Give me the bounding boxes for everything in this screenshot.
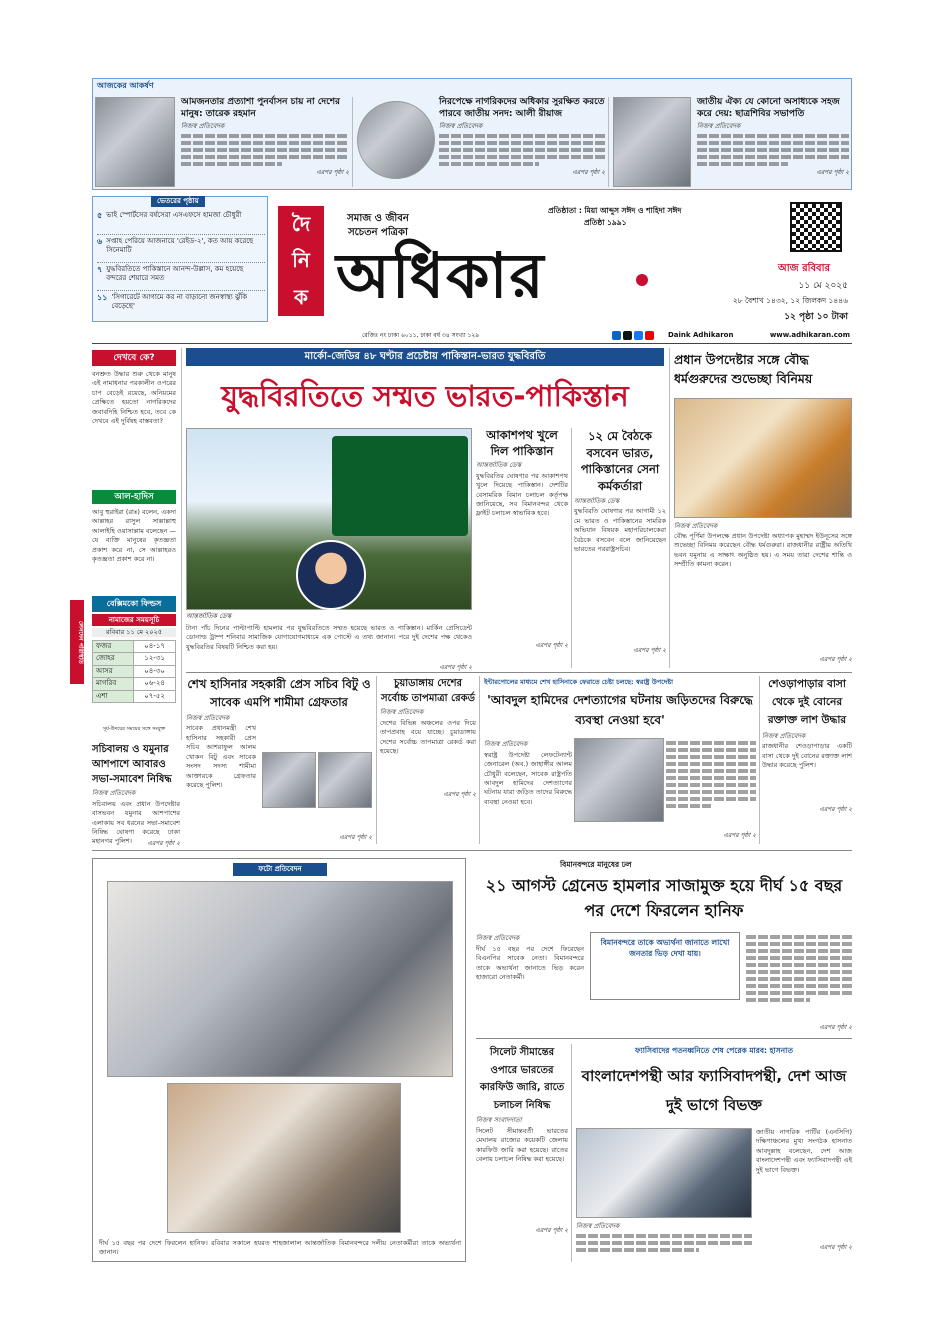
namaz-name: আসর [93, 665, 134, 677]
sylhet-cont[interactable]: এরপর পৃষ্ঠা ২ [535, 1226, 568, 1234]
inside-item-3[interactable] [97, 265, 265, 291]
namaz-row [93, 690, 176, 702]
inside-item-1-num: ৫ [97, 211, 103, 220]
lead-kicker: মার্কো-জেডির ৪৮ ঘণ্টার প্রচেষ্টায় পাকিস্তান-ভারত যুদ্ধবিরতি [186, 348, 664, 366]
inside-item-4[interactable] [97, 293, 265, 319]
adviser-headline[interactable]: প্রধান উপদেষ্টার সঙ্গে বৌদ্ধ ধর্মগুরুদের শুভেচ্ছা বিনিময় [674, 352, 813, 387]
inside-pages-box [92, 196, 268, 322]
masthead-vertical-box [278, 206, 324, 316]
shibir-president-photo [613, 97, 691, 187]
adviser-body: বৌদ্ধ পূর্ণিমা উপলক্ষে প্রধান উপদেষ্টা অধ্যাপক মুহাম্মদ ইউনূসের সঙ্গে শুভেচ্ছা বিনিময় করেছেন বৌদ্ধ ধর্মগুরুরা। রাজধানীর রাষ্ট্রীয় অতিথি ভবন যমুনায় এ সাক্ষাৎ অনুষ্ঠিত হয়। এ সময় তারা দেশের শান্তি ও সম্প্রীতি কামনা করেন। [674, 532, 852, 569]
sheikh-cont[interactable]: এরপর পৃষ্ঠা ২ [339, 834, 372, 841]
hamid-title[interactable]: 'আবদুল হামিদের দেশত্যাগের ঘটনায় জড়িতদের বিরুদ্ধে ব্যবস্থা নেওয়া হবে' [487, 693, 753, 728]
top-item-2-cont[interactable]: এরপর পৃষ্ঠা ২ [572, 169, 605, 177]
market-label: বেক্সিমকো ফিল্ডস [92, 596, 176, 612]
inside-item-2-num: ৬ [97, 237, 103, 246]
namaz-name: মাগরিব [93, 678, 134, 690]
hasnat-photo [576, 1128, 752, 1218]
sheora-body: রাজধানীর শেওড়াপাড়ার একটি বাসা থেকে দুই বোনের রক্তাক্ত লাশ উদ্ধার করেছে পুলিশ। [762, 742, 852, 770]
masthead-logo[interactable]: অধিকার [336, 239, 546, 312]
hasnat-kicker: ফ্যাসিবাদের পতনধ্বনিতে শেষ পেরেক মারব: হাসনাত [635, 1046, 793, 1055]
sheikh-photo-bitu [262, 752, 316, 808]
top-item-2-byline: নিজস্ব প্রতিবেদক [439, 122, 483, 131]
side-tab: লেনদেন পরিস্থিতি [70, 600, 84, 684]
inside-item-1[interactable] [97, 211, 265, 235]
lead-side2-byline: আন্তর্জাতিক ডেস্ক [574, 496, 620, 505]
sheora-title: শেওড়াপাড়ার বাসা থেকে দুই বোনের রক্তাক্ত লাশ উদ্ধার [767, 678, 847, 726]
chuadanga-title: চুয়াডাঙ্গায় দেশের সর্বোচ্চ তাপমাত্রা রেকর্ড [381, 678, 475, 704]
masthead-tagline [328, 212, 428, 239]
namaz-date: রবিবার ১১ মে ২০২৫ [92, 628, 176, 637]
hanif-kicker: বিমানবন্দরে মানুষের ঢল [560, 860, 632, 869]
dekhbe-label: দেখবে কে? [92, 350, 176, 366]
lead-side2-body: যুদ্ধবিরতি ঘোষণার পর আগামী ১২ মে ভারত ও পাকিস্তানের সামরিক অভিযান বিষয়ক মহাপরিচালকেরা বৈঠকে বসবেন বলে জানিয়েছেন ভারতের পররাষ্ট্রসচিব। [574, 507, 666, 554]
sachibalay-body: সচিবালয় এবং প্রধান উপদেষ্টার বাসভবন যমুনার আশপাশের এলাকায় সব ধরনের সভা-সমাবেশ নিষিদ্ধ ঘোষণা করেছে ঢাকা মহানগর পুলিশ। [92, 799, 180, 846]
hamid-text-lines [666, 741, 756, 808]
namaz-row [93, 678, 176, 690]
chuadanga-byline: নিজস্ব প্রতিবেদক [380, 708, 424, 716]
hamid-story[interactable] [484, 738, 572, 842]
sheora-cont[interactable]: এরপর পৃষ্ঠা ২ [819, 806, 852, 814]
top-strip [92, 78, 852, 190]
namaz-time: ০৭-৫২ [134, 690, 176, 702]
hamid-cont[interactable]: এরপর পৃষ্ঠা ২ [723, 832, 756, 839]
inside-pages-label: ভেতরের পৃষ্ঠায় [151, 196, 205, 207]
hasnat-byline: নিজস্ব প্রতিবেদক [576, 1222, 620, 1230]
hanif-body-2 [746, 932, 852, 1024]
masthead-date-bn: ২৮ বৈশাখ ১৪৩২, ১২ জিলকদ ১৪৪৬ [732, 296, 848, 305]
sheikh-body: সাবেক প্রধানমন্ত্রী শেখ হাসিনার সহকারী প্রেস সচিব আশরাফুল আলম খোকন বিটু এবং সাবেক সংসদ সদস্য শামীমা আক্তারকে গ্রেফতার করেছে পুলিশ। [186, 724, 256, 789]
top-item-3-byline: নিজস্ব প্রতিবেদক [697, 122, 741, 131]
top-item-3-text-lines [697, 134, 849, 166]
namaz-row [93, 641, 176, 653]
top-item-3-cont[interactable]: এরপর পৃষ্ঠা ২ [816, 169, 849, 177]
qr-code[interactable] [790, 202, 842, 252]
facebook-icon[interactable] [634, 331, 643, 340]
top-item-2-text-lines [439, 134, 605, 166]
x-icon[interactable] [623, 331, 632, 340]
sylhet-body: সিলেট সীমান্তবর্তী ভারতের মেঘালয় রাজ্যের কয়েকটি জেলায় কারফিউ জারি করা হয়েছে। রাতের বেলায় চলাচল নিষিদ্ধ করা হয়েছে। [476, 1126, 568, 1164]
hanif-byline: নিজস্ব প্রতিবেদক [476, 934, 520, 942]
youtube-icon[interactable] [645, 331, 654, 340]
masthead-date: ১১ মে ২০২৫ [798, 281, 848, 291]
dekhbe-text: বনশ্রুত উদ্ধার শুরু থেকে মানুষ এই নামাধনার পরকালীন ওপরের চাপ বেড়েই রয়েছে, অনিয়মের প্রেক্ষিতে হয়তো নাগরিকদের জবাবদিহি নিশ্চিত হবে, তবে কে দেখবে এই দুর্বিষহ বাস্তবতা? [92, 370, 176, 426]
namaz-table [92, 640, 176, 703]
masthead-tagline-2: সচেতন পত্রিকা [348, 226, 408, 238]
hamid-kicker: ইন্টারপোলের মাধ্যমে শেখ হাসিনাকে ফেরাতে চেষ্টা চলছে: স্বরাষ্ট্র উপদেষ্টা [484, 678, 673, 686]
namaz-time: ১২-৩১ [134, 653, 176, 665]
namaz-name: ফজর [93, 641, 134, 653]
hamid-photo [574, 738, 664, 822]
sachibalay-cont[interactable]: এরপর পৃষ্ঠা ২ [147, 839, 180, 847]
masthead-founders: প্রতিষ্ঠাতা : মিয়া আব্দুস সঈদ ও শাহিদা সঈদ [548, 206, 682, 215]
sheora-byline: নিজস্ব প্রতিবেদক [762, 731, 806, 740]
chuadanga-story[interactable] [380, 676, 476, 844]
tarique-photo [95, 97, 175, 187]
inside-item-3-num: ৭ [97, 265, 103, 274]
lead-side1-byline: আন্তর্জাতিক ডেস্ক [476, 461, 522, 470]
masthead-vertical-2: নি [292, 248, 310, 273]
lead-side2-title: ১২ মে বৈঠকে বসবেন ভারত, পাকিস্তানের সেনা কর্মকর্তারা [580, 429, 660, 494]
namaz-name: এশা [93, 690, 134, 702]
lead-side1-cont[interactable]: এরপর পৃষ্ঠা ২ [535, 641, 568, 649]
hanif-text-lines [746, 935, 852, 1002]
hanif-quote: বিমানবন্দরে তাকে অভ্যর্থনা জানাতে লাখো জনতার ভিড় দেখা যায়। [600, 938, 730, 959]
top-item-1-text-lines [181, 134, 349, 166]
masthead-logo-dot [636, 274, 648, 286]
hanif-headline[interactable]: ২১ আগস্ট গ্রেনেড হামলার সাজামুক্ত হয়ে দীর্ঘ ১৫ বছর পর দেশে ফিরলেন হানিফ [485, 876, 843, 920]
namaz-time: ০৬-২৪ [134, 678, 176, 690]
top-item-1-title: আমজনতার প্রত্যাশা পুনর্বাসন চায় না দেশের মানুষ: তারেক রহমান [181, 97, 340, 119]
lead-cont[interactable]: এরপর পৃষ্ঠা ২ [439, 664, 472, 671]
hasnat-text-lines [576, 1234, 752, 1252]
adviser-photo [674, 398, 852, 518]
sachibalay-title: সচিবালয় ও যমুনার আশপাশে আবারও সভা-সমাবেশ নিষিদ্ধ [92, 744, 172, 785]
chuadanga-cont[interactable]: এরপর পৃষ্ঠা ২ [443, 790, 476, 798]
adviser-cont[interactable]: এরপর পৃষ্ঠা ২ [819, 656, 852, 663]
hadith-text: আবু হুরাইরা (রাঃ) বলেন, একদা আল্লাহর রাসুল সাল্লাল্লাহু আলাইহি ওয়াসাল্লাম বলেছেন — যে ব্যক্তি মানুষের কৃতজ্ঞতা প্রকাশ করে না, সে আল্লাহরও কৃতজ্ঞতা প্রকাশ করে না। [92, 508, 176, 564]
social-icons[interactable] [612, 331, 664, 341]
sheora-story[interactable] [762, 676, 852, 844]
lead-headline[interactable]: যুদ্ধবিরতিতে সম্মত ভারত-পাকিস্তান [221, 379, 629, 413]
masthead-tagline-1: সমাজ ও জীবন [347, 213, 409, 224]
photo-report [92, 858, 466, 1262]
adviser-byline: নিজস্ব প্রতিবেদক [674, 522, 718, 530]
photo-report-caption: দীর্ঘ ১৫ বছর পর দেশে ফিরলেন হানিফ। রবিবার সকালে হযরত শাহজালাল আন্তর্জাতিক বিমানবন্দরে দলীয় নেতাকর্মীরা তাকে অভ্যর্থনা জানান। [99, 1239, 461, 1257]
hamid-byline: নিজস্ব প্রতিবেদক [484, 740, 528, 748]
sylhet-title: সিলেট সীমান্তের ওপারে ভারতের কারফিউ জারি, রাতে চলাচল নিষিদ্ধ [479, 1047, 565, 1111]
hadith-label: আল-হাদিস [92, 490, 176, 504]
namaz-name: জোহর [93, 653, 134, 665]
sachibalay-story[interactable] [92, 742, 180, 846]
namaz-time: ০৪-৩০ [134, 665, 176, 677]
top-item-3-title: জাতীয় ঐক্য যে কোনো অসাধ্যকে সহজ করে দেয়: ছাত্রশিবির সভাপতি [697, 97, 840, 119]
masthead-day: আজ রবিবার [778, 263, 830, 274]
website-link[interactable]: www.adhikaran.com [769, 331, 850, 339]
photo-report-image-2 [167, 1083, 401, 1233]
sylhet-byline: নিজস্ব সংবাদদাতা [476, 1116, 522, 1124]
inside-item-2[interactable] [97, 237, 265, 263]
social-handle[interactable]: Daink Adhikaron [668, 331, 734, 339]
sachibalay-byline: নিজস্ব প্রতিবেদক [92, 789, 136, 797]
top-item-3[interactable] [697, 97, 849, 187]
hasnat-cont[interactable]: এরপর পৃষ্ঠা ২ [819, 1244, 852, 1251]
hasnat-body: জাতীয় নাগরিক পার্টির (এনসিপি) দক্ষিণাঞ্চলের মুখ্য সংগঠক হাসনাত আবদুল্লাহ বলেছেন, দেশ আজ বাংলাদেশপন্থী এবং ফ্যাসিবাদপন্থী এই দুই ভাগে বিভক্ত। [756, 1128, 852, 1174]
namaz-row [93, 665, 176, 677]
hamid-body-2 [666, 738, 756, 834]
hanif-cont[interactable]: এরপর পৃষ্ঠা ২ [819, 1024, 852, 1031]
hasnat-story[interactable] [576, 1220, 752, 1262]
top-strip-label: আজকের আকর্ষণ [97, 81, 154, 90]
namaz-row [93, 653, 176, 665]
sylhet-story[interactable] [476, 1044, 568, 1262]
photo-report-label: ফটো প্রতিবেদন [233, 863, 327, 876]
lead-photo-trump [296, 540, 366, 610]
top-item-1[interactable] [181, 97, 349, 187]
top-item-1-cont[interactable]: এরপর পৃষ্ঠা ২ [316, 169, 349, 177]
inside-item-4-num: ১১ [97, 293, 108, 302]
top-item-2[interactable] [439, 97, 605, 187]
masthead-vertical-3: ক [294, 285, 308, 310]
top-item-1-byline: নিজস্ব প্রতিবেদক [181, 122, 225, 131]
photo-report-image-1 [107, 881, 453, 1077]
hanif-story[interactable] [476, 932, 584, 1032]
sheikh-title: শেখ হাসিনার সহকারী প্রেস সচিব বিটু ও সাবেক এমপি শামীমা গ্রেফতার [187, 677, 371, 709]
namaz-time: ০৪-১৭ [134, 641, 176, 653]
masthead-pages-price: ১২ পৃষ্ঠা ১০ টাকা [784, 312, 848, 322]
lead-side1[interactable] [476, 428, 568, 668]
hamid-body: স্বরাষ্ট্র উপদেষ্টা লেফটেন্যান্ট জেনারেল (অব.) জাহাঙ্গীর আলম চৌধুরী বলেছেন, সাবেক রাষ্ট্রপতি আবদুল হামিদের দেশত্যাগের ঘটনায় যারা জড়িত তাদের বিরুদ্ধে ব্যবস্থা নেওয়া হবে। [484, 750, 572, 806]
namaz-label: নামাজের সময়সূচি [92, 614, 176, 626]
chuadanga-body: দেশের বিভিন্ন অঞ্চলের ওপর দিয়ে তাপপ্রবাহ বয়ে যাচ্ছে। চুয়াডাঙ্গায় দেশের সর্বোচ্চ তাপমাত্রা রেকর্ড করা হয়েছে। [380, 718, 476, 756]
inside-item-4-text: 'সিগারেটে আগামে কর না বাড়ানো জনস্বাস্থ্য ঝুঁকি বেড়েছে' [111, 293, 248, 311]
hasnat-headline[interactable]: বাংলাদেশপন্থী আর ফ্যাসিবাদপন্থী, দেশ আজ দুই ভাগে বিভক্ত [581, 1067, 847, 1114]
sheikh-photo-shamima [318, 752, 372, 808]
linkedin-icon[interactable] [612, 331, 621, 340]
hanif-body: দীর্ঘ ১৫ বছর পর দেশে ফিরেছেন বিএনপির সাবেক নেতা। বিমানবন্দরে তাকে অভ্যর্থনা জানাতে ভিড় করেন হাজারো নেতাকর্মী। [476, 944, 584, 982]
masthead-vertical-1: দৈ [291, 211, 311, 236]
lead-body: টানা পাঁচ দিনের পাল্টাপাল্টি হামলার পর যুদ্ধবিরতিতে সম্মত হয়েছে ভারত ও পাকিস্তান। মার্কিন প্রেসিডেন্ট ডোনাল্ড ট্রাম্প শনিবার সামাজিক যোগাযোগমাধ্যমে এক পোস্টে এ তথ্য জানান। পরে দুই দেশের পক্ষ থেকেও যুদ্ধবিরতির বিষয়টি নিশ্চিত করা হয়। [186, 624, 472, 651]
lead-byline: আন্তর্জাতিক ডেস্ক [186, 612, 232, 620]
lead-photo-pak-flag [332, 436, 468, 536]
lead-side2-cont[interactable]: এরপর পৃষ্ঠা ২ [633, 647, 666, 655]
masthead-established: প্রতিষ্ঠা ১৯৯১ [584, 218, 627, 227]
namaz-note: সূর্য-উদয়ের সময়ের সঙ্গে সংযুক্ত [102, 726, 166, 732]
sheikh-byline: নিজস্ব প্রতিবেদক [186, 713, 230, 722]
top-item-2-title: নিরপেক্ষে নাগরিকদের অধিকার সুরক্ষিত করতে পারবে জাতীয় সনদ: আলী রীয়াজ [439, 97, 605, 119]
lead-side2[interactable] [574, 428, 666, 668]
lead-side1-title: আকাশপথ খুলে দিল পাকিস্তান [486, 428, 558, 458]
lead-side1-body: যুদ্ধবিরতির ঘোষণার পর আকাশপথ খুলে দিয়েছে পাকিস্তান। দেশটির বেসামরিক বিমান চলাচল কর্তৃপক্ষ জানিয়েছে, সব বিমানবন্দর থেকে ফ্লাইট চলাচল স্বাভাবিক হবে। [476, 471, 568, 518]
inside-item-2-text: সপ্তাহ পেরিয়ে আজনায়ে 'রেইড-২', কত আয় করেছে সিনেমাটি [106, 237, 254, 255]
masthead-registration: রেজিঃ নং ঢাকা ৬০১১, ঢাকা বর্ষ ৩৪ সংখ্যা ১২৯ [362, 332, 480, 339]
hanif-quote-box [590, 932, 740, 1000]
riaz-photo [357, 101, 435, 179]
inside-item-3-text: যুদ্ধবিরতিতে পাকিস্তানে আনন্দ-উল্লাস, কম হয়েছে বন্দরের শেয়ারে সমত [106, 265, 244, 283]
inside-item-1-text: ভাই স্পোর্টসের বর্ষসেরা এসএফসে হামজা চৌধুরী [106, 211, 242, 219]
